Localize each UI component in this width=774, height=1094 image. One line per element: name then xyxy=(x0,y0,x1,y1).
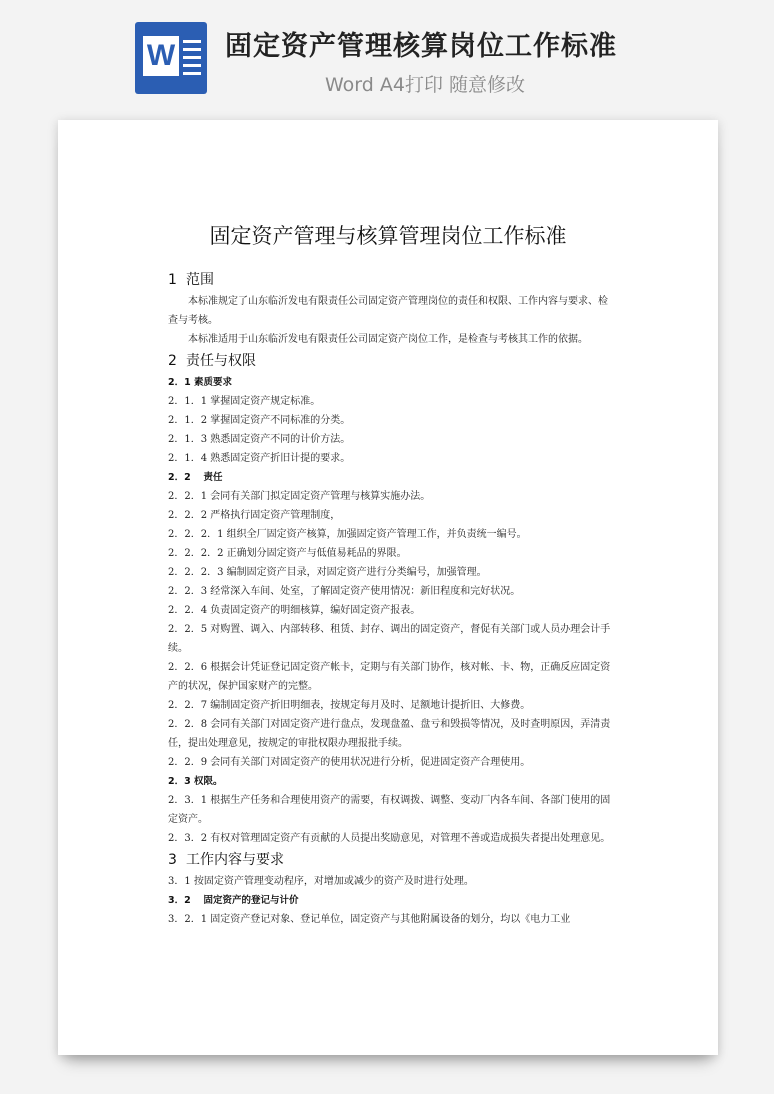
section-number: 1 xyxy=(168,272,177,288)
section-heading xyxy=(168,351,615,371)
text-lines-graphic xyxy=(183,40,201,80)
section-heading-text: 范围 xyxy=(186,272,214,288)
paragraph: 2．3．2 有权对管理固定资产有贡献的人员提出奖励意见，对管理不善或造成损失者提出处理意见。 xyxy=(168,833,611,844)
paragraph: 2．2．9 会同有关部门对固定资产的使用状况进行分析，促进固定资产合理使用。 xyxy=(168,757,531,768)
paragraph: 本标准适用于山东临沂发电有限责任公司固定资产岗位工作，是检查与考核其工作的依据。 xyxy=(188,334,588,345)
paragraph: 2．2．8 会同有关部门对固定资产进行盘点，发现盘盈、盘亏和毁损等情况，及时查明原因，弄清责任，提出处理意见，按规定的审批权限办理报批手续。 xyxy=(168,719,611,749)
paragraph: 2．2．2．3 编制固定资产目录，对固定资产进行分类编号，加强管理。 xyxy=(168,567,487,578)
paragraph: 本标准规定了山东临沂发电有限责任公司固定资产管理岗位的责任和权限、工作内容与要求、检查与考核。 xyxy=(168,296,608,326)
section-heading-text: 工作内容与要求 xyxy=(186,852,284,868)
section-number: 3 xyxy=(168,852,177,868)
document-page xyxy=(58,120,718,1055)
section-heading-text: 责任与权限 xyxy=(186,353,256,369)
paragraph: 2．2．2 严格执行固定资产管理制度， xyxy=(168,510,341,521)
paragraph: 2．2．4 负责固定资产的明细核算，编好固定资产报表。 xyxy=(168,605,421,616)
paragraph: 2．2．6 根据会计凭证登记固定资产帐卡，定期与有关部门协作，核对帐、卡、物，正确反应固定资产的状况，保护国家财产的完整。 xyxy=(168,662,611,692)
word-doc-icon xyxy=(135,22,207,94)
document-title: 固定资产管理与核算管理岗位工作标准 xyxy=(209,224,567,248)
paragraph: 2．2．7 编制固定资产折旧明细表，按规定每月及时、足额地计提折旧、大修费。 xyxy=(168,700,531,711)
paragraph: 2．2．1 会同有关部门拟定固定资产管理与核算实施办法。 xyxy=(168,491,431,502)
document-body xyxy=(168,268,615,929)
paragraph: 2．1．2 掌握固定资产不同标准的分类。 xyxy=(168,415,351,426)
section-number: 2 xyxy=(168,353,177,369)
section-heading xyxy=(168,270,615,290)
word-letter: W xyxy=(143,36,179,76)
paragraph: 2．1．4 熟悉固定资产折旧计提的要求。 xyxy=(168,453,351,464)
paragraph: 2．2．5 对购置、调入、内部转移、租赁、封存、调出的固定资产，督促有关部门或人员办理会计手续。 xyxy=(168,624,611,654)
paragraph: 2．2．3 经常深入车间、处室，了解固定资产使用情况：新旧程度和完好状况。 xyxy=(168,586,521,597)
header-banner xyxy=(0,0,774,120)
subsection-heading: 3．2 固定资产的登记与计价 xyxy=(168,895,299,906)
section-heading xyxy=(168,850,615,870)
paragraph: 2．2．2．2 正确划分固定资产与低值易耗品的界限。 xyxy=(168,548,407,559)
paragraph: 3．1 按固定资产管理变动程序，对增加或减少的资产及时进行处理。 xyxy=(168,876,474,887)
paragraph: 2．1．3 熟悉固定资产不同的计价方法。 xyxy=(168,434,351,445)
header-title: 固定资产管理核算岗位工作标准 xyxy=(225,31,617,62)
subsection-heading: 2．1 素质要求 xyxy=(168,377,233,388)
paragraph: 2．1．1 掌握固定资产规定标准。 xyxy=(168,396,321,407)
paragraph: 2．3．1 根据生产任务和合理使用资产的需要，有权调拨、调整、变动厂内各车间、各部门使用的固定资产。 xyxy=(168,795,611,825)
header-subtitle: Word A4打印 随意修改 xyxy=(325,74,526,96)
paragraph: 3．2．1 固定资产登记对象、登记单位，固定资产与其他附属设备的划分，均以《电力工业 xyxy=(168,914,571,925)
paragraph: 2．2．2．1 组织全厂固定资产核算，加强固定资产管理工作，并负责统一编号。 xyxy=(168,529,527,540)
subsection-heading: 2．3 权限。 xyxy=(168,776,223,787)
subsection-heading: 2．2 责任 xyxy=(168,472,223,483)
